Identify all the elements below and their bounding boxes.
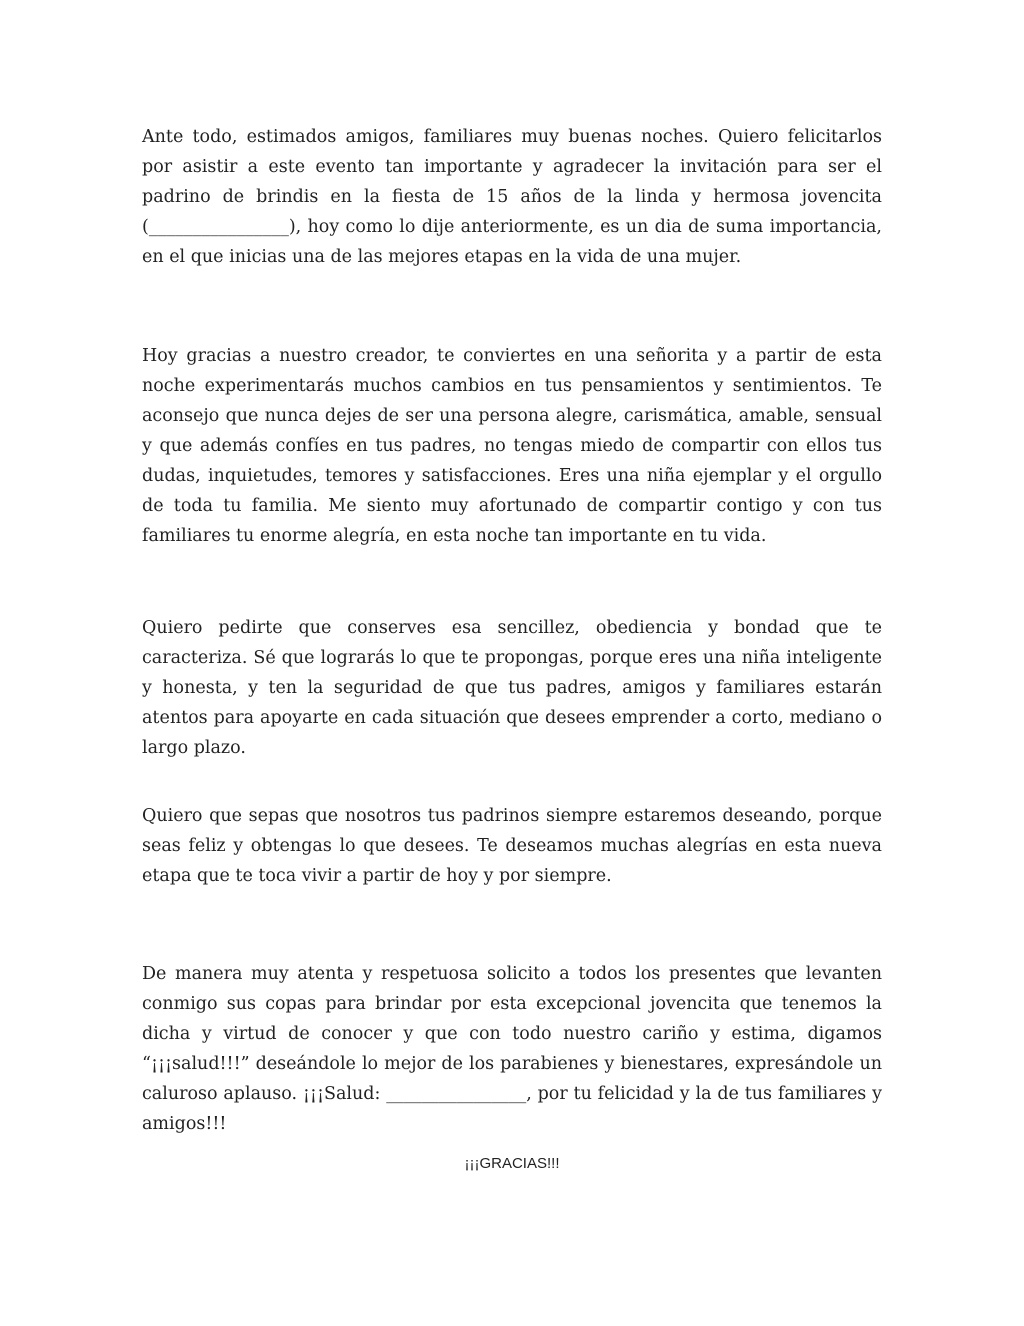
paragraph-request: Quiero pedirte que conserves esa sencillez, obediencia y bondad que te caracteriza. Sé que lograrás lo que te propongas, porque eres una niña inteligente y honesta, y ten la seguridad de que tus padres, amigos y familiares estarán atentos para apoyarte en cada situación que desees emprender a corto, mediano o largo plazo. <box>142 618 882 758</box>
closing-thanks: ¡¡¡GRACIAS!!! <box>464 1155 560 1172</box>
paragraph-wishes: Quiero que sepas que nosotros tus padrinos siempre estaremos deseando, porque seas feliz y obtengas lo que desees. Te deseamos muchas alegrías en esta nueva etapa que te toca vivir a partir de hoy y por siempre. <box>142 806 882 886</box>
paragraph-advice: Hoy gracias a nuestro creador, te conviertes en una señorita y a partir de esta noche experimentarás muchos cambios en tus pensamientos y sentimientos. Te aconsejo que nunca dejes de ser una persona alegre, carismática, amable, sensual y que además confíes en tus padres, no tengas miedo de compartir con ellos tus dudas, inquietudes, temores y satisfacciones. Eres una niña ejemplar y el orgullo de toda tu familia. Me siento muy afortunado de compartir contigo y con tus familiares tu enorme alegría, en esta noche tan importante en tu vida. <box>142 346 882 546</box>
paragraph-greeting: Ante todo, estimados amigos, familiares muy buenas noches. Quiero felicitarlos por asistir a este evento tan importante y agradecer la invitación para ser el padrino de brindis en la fiesta de 15 años de la linda y hermosa jovencita (________________), hoy como lo dije anteriormente, es un dia de suma importancia, en el que inicias una de las mejores etapas en la vida de una mujer. <box>142 127 882 267</box>
paragraph-toast: De manera muy atenta y respetuosa solicito a todos los presentes que levanten conmigo sus copas para brindar por esta excepcional jovencita que tenemos la dicha y virtud de conocer y que con todo nuestro cariño y estima, digamos “¡¡¡salud!!!” deseándole lo mejor de los parabienes y bienestares, expresándole un caluroso aplauso. ¡¡¡Salud: ________________, por tu felicidad y la de tus familiares y amigos!!! <box>142 964 882 1134</box>
